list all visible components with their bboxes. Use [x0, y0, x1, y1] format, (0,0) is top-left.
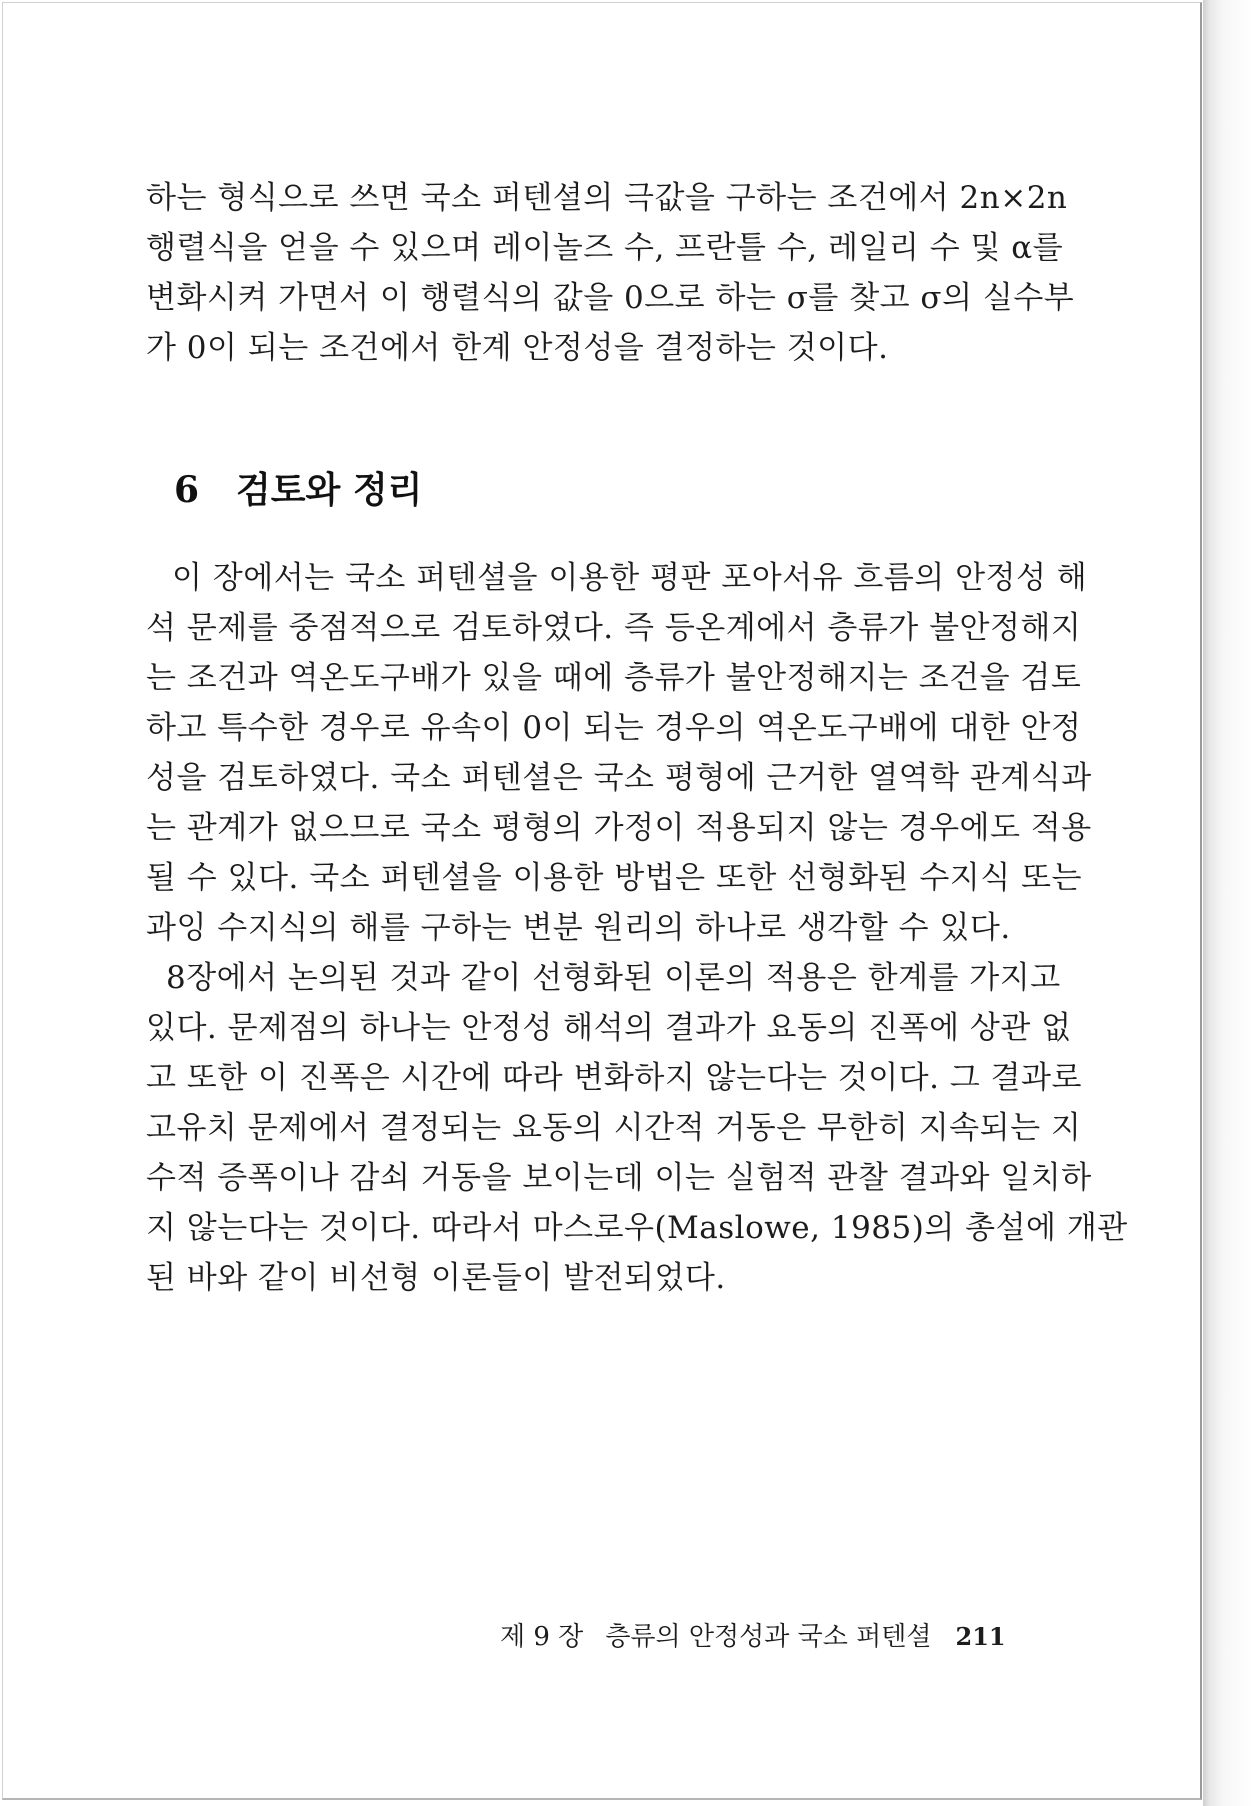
- text-line: 된 바와 같이 비선형 이론들이 발전되었다.: [146, 1260, 726, 1296]
- page-border: [2, 2, 1202, 1800]
- text-line: 하는 형식으로 쓰면 국소 퍼텐셜의 극값을 구하는 조건에서 2n×2n: [146, 180, 1068, 216]
- text-line: 가 0이 되는 조건에서 한계 안정성을 결정하는 것이다.: [146, 330, 889, 366]
- page-footer: [500, 1620, 1020, 1654]
- text-line: 수적 증폭이나 감쇠 거동을 보이는데 이는 실험적 관찰 결과와 일치하: [146, 1160, 1092, 1196]
- text-line: 는 조건과 역온도구배가 있을 때에 층류가 불안정해지는 조건을 검토: [146, 660, 1082, 696]
- page-number: 211: [955, 1622, 1006, 1651]
- text-line: 지 않는다는 것이다. 따라서 마스로우(Maslowe, 1985)의 총설에 개관: [146, 1210, 1128, 1246]
- footer-chapter: 제 9 장: [500, 1622, 584, 1652]
- text-line: 있다. 문제점의 하나는 안정성 해석의 결과가 요동의 진폭에 상관 없: [146, 1010, 1072, 1046]
- text-line: 이 장에서는 국소 퍼텐셜을 이용한 평판 포아서유 흐름의 안정성 해: [172, 560, 1088, 596]
- text-line: 과잉 수지식의 해를 구하는 변분 원리의 하나로 생각할 수 있다.: [146, 910, 1011, 946]
- text-line: 8장에서 논의된 것과 같이 선형화된 이론의 적용은 한계를 가지고: [166, 960, 1061, 996]
- section-title: 검토와 정리: [236, 469, 423, 511]
- text-line: 하고 특수한 경우로 유속이 0이 되는 경우의 역온도구배에 대한 안정: [146, 710, 1082, 746]
- footer-running-title: 층류의 안정성과 국소 퍼텐셜: [605, 1622, 932, 1652]
- text-line: 행렬식을 얻을 수 있으며 레이놀즈 수, 프란틀 수, 레일리 수 및 α를: [146, 230, 1064, 266]
- section-heading: [174, 468, 422, 512]
- text-line: 변화시켜 가면서 이 행렬식의 값을 0으로 하는 σ를 찾고 σ의 실수부: [146, 280, 1075, 316]
- text-line: 석 문제를 중점적으로 검토하였다. 즉 등온계에서 층류가 불안정해지: [146, 610, 1082, 646]
- page-edge-shadow: [1203, 0, 1254, 1806]
- text-line: 될 수 있다. 국소 퍼텐셜을 이용한 방법은 또한 선형화된 수지식 또는: [146, 860, 1082, 896]
- text-line: 성을 검토하였다. 국소 퍼텐셜은 국소 평형에 근거한 열역학 관계식과: [146, 760, 1092, 796]
- text-line: 고유치 문제에서 결정되는 요동의 시간적 거동은 무한히 지속되는 지: [146, 1110, 1082, 1146]
- text-line: 는 관계가 없으므로 국소 평형의 가정이 적용되지 않는 경우에도 적용: [146, 810, 1092, 846]
- section-number: 6: [174, 469, 200, 511]
- text-line: 고 또한 이 진폭은 시간에 따라 변화하지 않는다는 것이다. 그 결과로: [146, 1060, 1082, 1096]
